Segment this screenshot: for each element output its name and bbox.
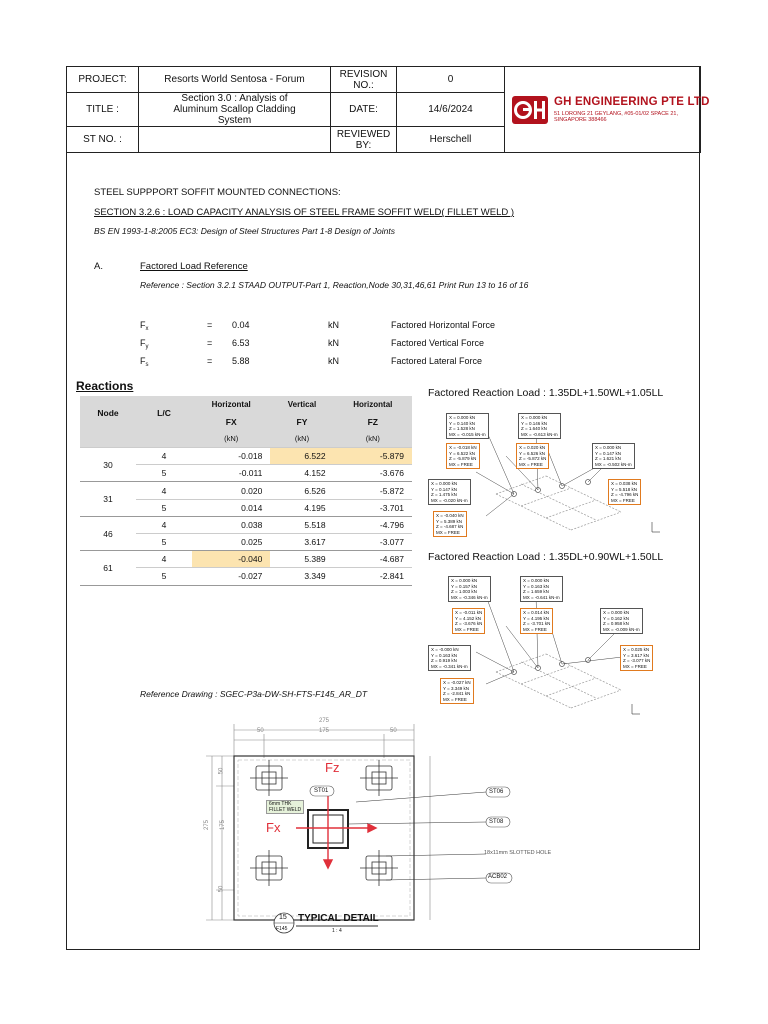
reaction-box: X = -0.018 kN Y = 6.522 kN Z = -5.879 kN MX = FREE: [446, 443, 480, 469]
company-name: GH ENGINEERING PTE LTD: [554, 96, 710, 108]
node-cell: 46: [80, 516, 136, 550]
reactions-title: Reactions: [76, 379, 134, 393]
project-value: Resorts World Sentosa - Forum: [139, 67, 331, 93]
force-desc: Factored Vertical Force: [391, 338, 485, 348]
force-desc: Factored Horizontal Force: [391, 320, 496, 330]
load-case-1-title: Factored Reaction Load : 1.35DL+1.50WL+1.05LL: [428, 387, 664, 399]
force-desc: Factored Lateral Force: [391, 356, 483, 366]
col-lc: L/C: [136, 396, 192, 430]
company-logo: [512, 94, 710, 134]
dim-v-mid: 175: [220, 819, 227, 831]
detail-number: 15: [279, 914, 287, 921]
base-plate-drawing-icon: [200, 716, 560, 942]
reaction-box: X = 0.020 kN Y = 6.526 kN Z = -5.872 kN MX = FREE: [516, 443, 549, 469]
reaction-box: X = 0.000 kN Y = 0.140 kN Z = 1.528 kN MX = -0.015 kN-m: [446, 413, 489, 439]
load-case-2-title: Factored Reaction Load : 1.35DL+0.90WL+1.50LL: [428, 551, 664, 563]
reaction-box: X = 0.025 kN Y = 3.617 kN Z = -3.077 kN MX = FREE: [620, 645, 653, 671]
force-unit: kN: [328, 320, 339, 330]
fy-cell: 6.522: [270, 448, 333, 465]
lc-cell: 4: [136, 448, 192, 465]
reaction-box: X = 0.014 kN Y = 4.195 kN Z = -3.701 kN MX = FREE: [520, 608, 553, 634]
reaction-box: X = -0.000 kN Y = 0.163 kN Z = 0.919 kN MX = -0.341 kN-m: [428, 645, 471, 671]
fy-cell: 4.195: [270, 499, 333, 516]
lc-cell: 5: [136, 568, 192, 585]
fx-cell: -0.011: [192, 465, 270, 482]
fx-cell: 0.020: [192, 482, 270, 499]
label-st06: ST06: [489, 789, 504, 795]
fy-cell: 3.617: [270, 534, 333, 551]
label-st01: ST01: [314, 788, 329, 794]
table-unit-row: [80, 430, 412, 447]
title-value: Section 3.0 : Analysis of Aluminum Scallop Cladding System: [139, 93, 331, 127]
project-label: PROJECT:: [67, 67, 139, 93]
reaction-box: X = 0.038 kN Y = 5.518 kN Z = -4.796 kN MX = FREE: [608, 479, 641, 505]
reference-drawing: Reference Drawing : SGEC-P3a-DW-SH-FTS-F145_AR_DT: [140, 689, 368, 699]
force-eq: =: [207, 320, 213, 330]
lc-cell: 5: [136, 534, 192, 551]
node-cell: 31: [80, 482, 136, 516]
dim-mid: 175: [319, 728, 330, 734]
dim-total-width: 275: [319, 718, 330, 724]
force-eq: =: [207, 356, 213, 366]
label-fz: Fz: [325, 760, 340, 775]
table-row: [80, 448, 412, 465]
reviewed-label: REVIEWED BY:: [331, 127, 397, 153]
detail-title: TYPICAL DETAIL: [298, 913, 379, 924]
fz-cell: -2.841: [334, 568, 412, 585]
standard-reference: BS EN 1993-1-8:2005 EC3: Design of Steel Structures Part 1-8 Design of Joints: [94, 226, 395, 236]
reaction-box: X = -0.027 kN Y = 3.349 kN Z = -2.841 kN MX = FREE: [440, 678, 474, 704]
logo-cell-top: [505, 67, 701, 93]
company-address: 51 LORONG 21 GEYLANG, #05-01/02 SPACE 21, SINGAPORE 388466: [554, 111, 679, 123]
fy-cell: 6.526: [270, 482, 333, 499]
st-label: ST NO. :: [67, 127, 139, 153]
gh-logo-icon: [512, 96, 548, 124]
fx-cell: 0.014: [192, 499, 270, 516]
col-fz: FZ: [334, 413, 412, 430]
force-eq: =: [207, 338, 213, 348]
dim-v-top: 50: [218, 767, 225, 775]
fz-cell: -3.701: [334, 499, 412, 516]
reaction-box: X = 0.000 kN Y = 0.163 kN Z = 1.659 kN MX = -0.641 kN-m: [520, 576, 563, 602]
revision-value: 0: [397, 67, 505, 93]
fx-cell: -0.018: [192, 448, 270, 465]
fx-cell: -0.027: [192, 568, 270, 585]
heading-section: SECTION 3.2.6 : LOAD CAPACITY ANALYSIS OF STEEL FRAME SOFFIT WELD( FILLET WELD ): [94, 207, 515, 218]
date-value: 14/6/2024: [397, 93, 505, 127]
fy-cell: 4.152: [270, 465, 333, 482]
load-reference: Reference : Section 3.2.1 STAAD OUTPUT-Part 1, Reaction,Node 30,31,46,61 Print Run 13 to 16 of 16: [140, 280, 529, 290]
table-row: [80, 551, 412, 568]
force-unit: kN: [328, 356, 339, 366]
table-row: [80, 516, 412, 533]
fx-cell: -0.040: [192, 551, 270, 568]
reaction-box: X = 0.000 kN Y = 0.162 kN Z = 0.958 kN MX = -0.009 kN-m: [600, 608, 643, 634]
unit-fx: (kN): [192, 430, 270, 447]
lc-cell: 4: [136, 516, 192, 533]
force-symbol: $F_s$: [140, 356, 149, 368]
reaction-box: X = 0.000 kN Y = 0.147 kN Z = 1.621 kN MX = -0.502 kN-m: [592, 443, 635, 469]
label-weld: 6mm THK FILLET WELD: [266, 800, 304, 814]
force-value: 5.88: [232, 356, 250, 366]
fx-cell: 0.025: [192, 534, 270, 551]
table-header-row: [80, 396, 412, 413]
reaction-box: X = 0.000 kN Y = 0.157 kN Z = 1.003 kN MX = -0.346 kN-m: [448, 576, 491, 602]
force-symbol: $F_x$: [140, 320, 149, 332]
unit-fz: (kN): [334, 430, 412, 447]
col-node: Node: [80, 396, 136, 430]
reaction-box: X = 0.000 kN Y = 0.147 kN Z = 1.475 kN MX = -0.020 kN-m: [428, 479, 471, 505]
node-cell: 30: [80, 448, 136, 482]
group-header: Vertical: [270, 396, 333, 413]
detail-scale: 1 : 4: [332, 928, 342, 934]
label-acb02: ACB02: [488, 874, 508, 880]
label-fx: Fx: [266, 820, 281, 835]
dim-total-height: 275: [204, 819, 211, 831]
dim-v-bot: 50: [218, 885, 225, 893]
fx-cell: 0.038: [192, 516, 270, 533]
fz-cell: -5.872: [334, 482, 412, 499]
reaction-box: X = 0.000 kN Y = 0.146 kN Z = 1.640 kN MX = -0.613 kN-m: [518, 413, 561, 439]
reaction-box: X = -0.011 kN Y = 4.152 kN Z = -3.676 kN MX = FREE: [452, 608, 485, 634]
label-slotted-hole: 18x11mm SLOTTED HOLE: [484, 850, 552, 856]
date-label: DATE:: [331, 93, 397, 127]
table-row: [80, 482, 412, 499]
st-value: [139, 127, 331, 153]
section-a-number: A.: [94, 261, 103, 272]
detail-ref: F145: [276, 926, 288, 932]
force-symbol: $F_y$: [140, 338, 149, 350]
lc-cell: 4: [136, 482, 192, 499]
lc-cell: 5: [136, 499, 192, 516]
heading-connections: STEEL SUPPPORT SOFFIT MOUNTED CONNECTIONS:: [94, 187, 341, 198]
force-unit: kN: [328, 338, 339, 348]
fz-cell: -5.879: [334, 448, 412, 465]
reaction-box: X = -0.040 kN Y = 5.389 kN Z = -4.687 kN MX = FREE: [433, 511, 467, 537]
dim-right: 50: [390, 728, 397, 734]
fz-cell: -4.796: [334, 516, 412, 533]
fz-cell: -4.687: [334, 551, 412, 568]
node-cell: 61: [80, 551, 136, 585]
fy-cell: 5.389: [270, 551, 333, 568]
group-header: Horizontal: [334, 396, 412, 413]
title-label: TITLE :: [67, 93, 139, 127]
force-value: 0.04: [232, 320, 250, 330]
col-fx: FX: [192, 413, 270, 430]
fz-cell: -3.077: [334, 534, 412, 551]
col-fy: FY: [270, 413, 333, 430]
fy-cell: 3.349: [270, 568, 333, 585]
unit-fy: (kN): [270, 430, 333, 447]
group-header: Horizontal: [192, 396, 270, 413]
lc-cell: 4: [136, 551, 192, 568]
fy-cell: 5.518: [270, 516, 333, 533]
dim-left: 50: [257, 728, 264, 734]
force-value: 6.53: [232, 338, 250, 348]
lc-cell: 5: [136, 465, 192, 482]
section-a-title: Factored Load Reference: [140, 261, 248, 272]
label-st08: ST08: [489, 819, 504, 825]
fz-cell: -3.676: [334, 465, 412, 482]
reviewed-value: Herschell: [397, 127, 505, 153]
reactions-table: [80, 396, 412, 586]
revision-label: REVISION NO.:: [331, 67, 397, 93]
